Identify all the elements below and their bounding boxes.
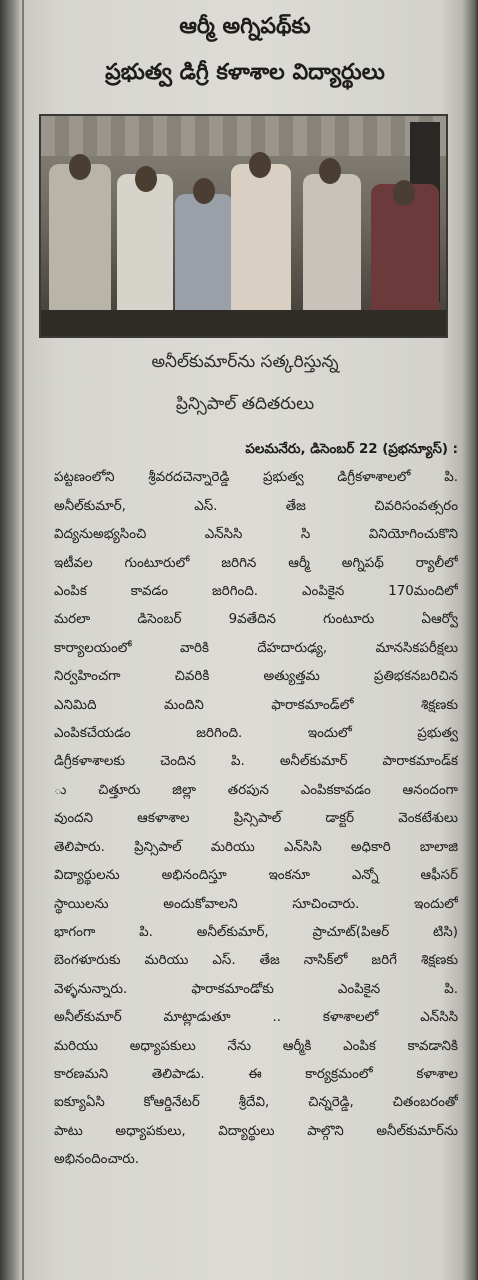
body-line: కార్యాలయంలో వారికి దేహదారుఢ్య, మానసికపరీక్షలు xyxy=(54,640,458,656)
photo-table xyxy=(41,310,446,336)
body-line: తెలిపారు. ప్రిన్సిపాల్ మరియు ఎన్‌సిసి అధికారి బాలాజి xyxy=(54,839,458,855)
article-body xyxy=(54,436,458,1175)
photo-head-6 xyxy=(393,180,415,206)
body-line: ు చిత్తూరు జిల్లా తరపున ఎంపికకావడం ఆనందంగా xyxy=(54,782,458,798)
body-line: మరియు అధ్యాపకులు నేను ఆర్మీకి ఎంపిక కావడానికి xyxy=(54,1038,458,1054)
body-line: బెంగళూరుకు మరియు ఎస్. తేజ నాసిక్‌లో జరిగే శిక్షణకు xyxy=(54,953,458,969)
column-rule xyxy=(22,0,24,1280)
photo-head-3 xyxy=(193,178,215,204)
photo-person-4 xyxy=(231,164,291,314)
body-line: ఎంపిక కావడం జరిగింది. ఎంపికైన 170మందిలో xyxy=(54,584,458,600)
dateline: పలమనేరు, డిసెంబర్ 22 (ప్రభన్యూస్) : xyxy=(245,442,458,457)
photo-person-3 xyxy=(175,194,233,314)
photo-head-2 xyxy=(135,166,157,192)
body-line: విద్యార్థులను అభినందిస్తూ ఇంకనూ ఎన్నో ఆఫీసర్ xyxy=(54,868,458,884)
body-line: కారణమని తెలిపాడు. ఈ కార్యక్రమంలో కళాశాల xyxy=(54,1066,458,1082)
photo-person-1 xyxy=(49,164,111,314)
photo-caption-line-1: అనీల్‌కుమార్‌ను సత్కరిస్తున్న xyxy=(151,352,339,372)
headline-line-1: ఆర్మీ అగ్నిపథ్‌కు xyxy=(179,14,311,39)
body-line: స్థాయిలను అందుకోవాలని సూచించారు. ఇందులో xyxy=(54,896,458,912)
photo-caption-line-2: ప్రిన్సిపాల్ తదితరులు xyxy=(175,394,315,414)
body-line: అభినందించారు. xyxy=(54,1152,140,1168)
news-photo xyxy=(39,114,448,338)
body-line: భాగంగా పి. అనీల్‌కుమార్, ప్రాచూట్(పిఆర్ టిసి) xyxy=(54,924,458,940)
photo-head-4 xyxy=(249,152,271,178)
headline-line-2: ప్రభుత్వ డిగ్రీ కళాశాల విద్యార్థులు xyxy=(105,60,385,85)
body-line: అనీల్‌కుమార్, ఎస్. తేజ చివరిసంవత్సరం xyxy=(54,498,458,514)
body-line: పట్టణంలోని శ్రీవరదచెన్నారెడ్డి ప్రభుత్వ డిగ్రీకళాశాలలో పి. xyxy=(54,470,458,486)
body-line: ఐక్యూఏసి కోఆర్డినేటర్ శ్రీదేవి, చిన్నరెడ్డి, చితంబరంతో xyxy=(54,1095,458,1111)
photo-head-5 xyxy=(319,158,341,184)
body-line: అనీల్‌కుమార్ మాట్లాడుతూ .. కళాశాలలో ఎన్‌సిసి xyxy=(54,1010,458,1026)
photo-person-5 xyxy=(303,174,361,314)
body-line: వుందని ఆకళాశాల ప్రిన్సిపాల్ డాక్టర్ వెంకటేశులు xyxy=(54,811,458,827)
body-line: నిర్వహించగా చివరికి అత్యుత్తమ ప్రతిభకనబరిచిన xyxy=(54,669,458,685)
photo-ceiling xyxy=(41,116,446,156)
body-line: విద్యనుఅభ్యసించి ఎన్‌సిసి సి వినియోగించుకొని xyxy=(54,527,458,543)
photo-person-2 xyxy=(117,174,173,314)
body-line: ఇటీవల గుంటూరులో జరిగిన ఆర్మీ అగ్నిపథ్ ర్యాలీలో xyxy=(54,555,458,571)
body-line: ఎంపికచేయడం జరిగింది. ఇందులో ప్రభుత్వ xyxy=(54,726,458,742)
photo-head-1 xyxy=(69,154,91,180)
body-line: మరలా డిసెంబర్ 9వతేదిన గుంటూరు ఏఆర్వో xyxy=(54,612,458,628)
body-line: డిగ్రీకళాశాలకు చెందిన పి. అనీల్‌కుమార్ పారాకమాండ్‌క xyxy=(54,754,458,770)
body-line: పాటు అధ్యాపకులు, విద్యార్థులు పాల్గొని అనీల్‌కుమార్‌ను xyxy=(54,1123,458,1139)
body-line: ఎనిమిది మందిని ఫారాకమాండ్‌లో శిక్షణకు xyxy=(54,697,458,713)
body-line: వెళ్ళనున్నారు. ఫారాకమాండోకు ఎంపికైన పి. xyxy=(54,981,458,997)
